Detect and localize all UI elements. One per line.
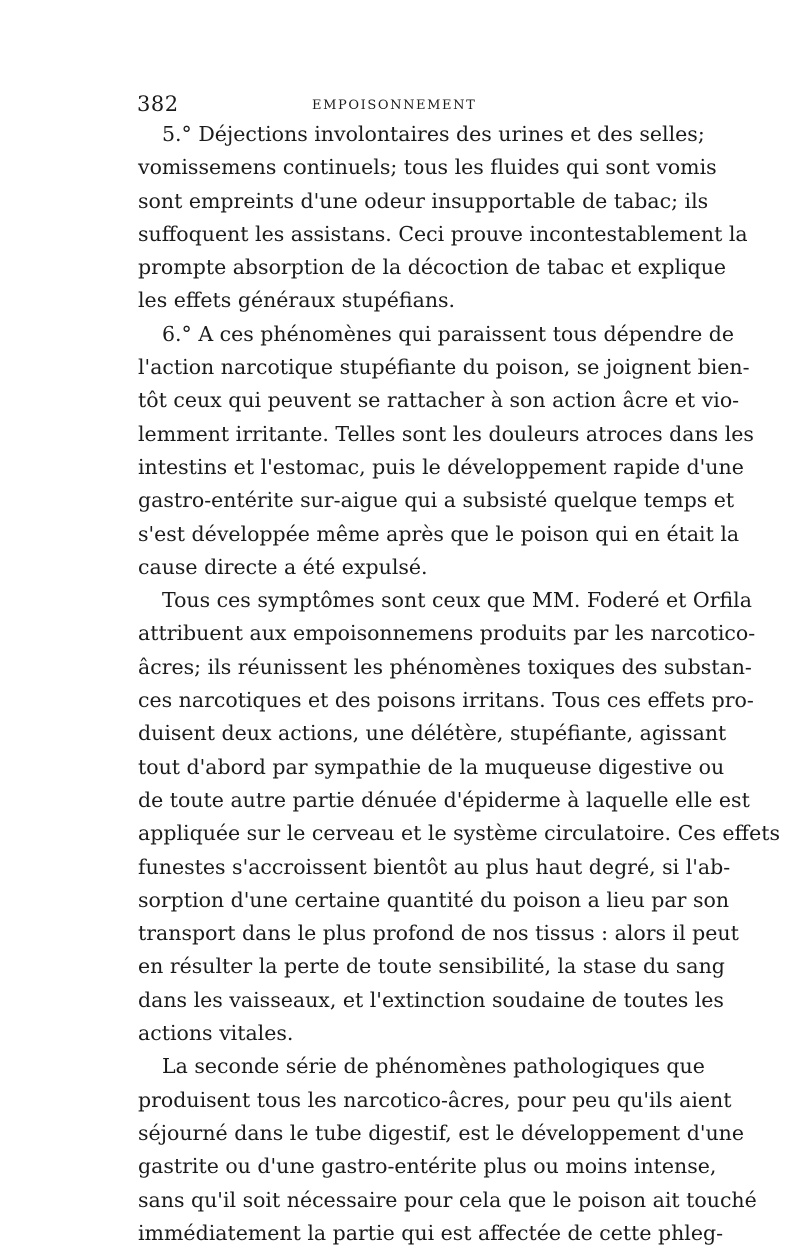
text-line: actions vitales. — [138, 1021, 294, 1046]
text-line: attribuent aux empoisonnemens produits par les narcotico- — [138, 621, 756, 646]
text-line: vomissemens continuels; tous les fluides qui sont vomis — [138, 155, 717, 180]
text-line: les effets généraux stupéfians. — [138, 288, 456, 313]
text-line: appliquée sur le cerveau et le système circulatoire. Ces effets — [138, 821, 781, 846]
paragraph — [138, 584, 781, 1050]
running-title: EMPOISONNEMENT — [312, 98, 477, 113]
text-line: 5.° Déjections involontaires des urines et des selles; — [162, 122, 705, 146]
text-line: immédiatement la partie qui est affectée de cette phleg- — [138, 1220, 724, 1245]
text-line: transport dans le plus profond de nos tissus : alors il peut — [138, 921, 739, 946]
text-line: de toute autre partie dénuée d'épiderme à laquelle elle est — [138, 787, 750, 812]
text-line: gastrite ou d'une gastro-entérite plus ou moins intense, — [138, 1154, 717, 1179]
page-number: 382 — [137, 92, 179, 116]
text-line: 6.° A ces phénomènes qui paraissent tous dépendre de — [162, 321, 735, 346]
text-line: sont empreints d'une odeur insupportable de tabac; ils — [138, 188, 709, 213]
text-line: suffoquent les assistans. Ceci prouve incontestablement la — [138, 221, 748, 246]
text-line: l'action narcotique stupéfiante du poison, se joignent bien- — [138, 355, 750, 380]
text-line: s'est développée même après que le poison qui en était la — [138, 521, 740, 546]
text-line: gastro-entérite sur-aigue qui a subsisté quelque temps et — [138, 488, 735, 513]
paragraph — [138, 118, 748, 318]
text-line: duisent deux actions, une délétère, stupéfiante, agissant — [138, 721, 727, 746]
text-line: funestes s'accroissent bientôt au plus haut degré, si l'ab- — [138, 854, 731, 879]
text-line: cause directe a été expulsé. — [138, 554, 428, 579]
page-header — [137, 92, 667, 118]
text-line: tôt ceux qui peuvent se rattacher à son action âcre et vio- — [138, 388, 740, 413]
text-line: en résulter la perte de toute sensibilité, la stase du sang — [138, 954, 725, 979]
text-line: sans qu'il soit nécessaire pour cela que le poison ait touché — [138, 1187, 757, 1212]
text-line: intestins et l'estomac, puis le développement rapide d'une — [138, 454, 744, 479]
text-line: sorption d'une certaine quantité du poison a lieu par son — [138, 887, 730, 912]
text-line: dans les vaisseaux, et l'extinction soudaine de toutes les — [138, 987, 724, 1012]
text-line: prompte absorption de la décoction de tabac et explique — [138, 255, 727, 280]
text-line: produisent tous les narcotico-âcres, pour peu qu'ils aient — [138, 1087, 732, 1112]
text-line: La seconde série de phénomènes pathologiques que — [162, 1054, 705, 1079]
text-line: âcres; ils réunissent les phénomènes toxiques des substan- — [138, 654, 752, 679]
text-line: séjourné dans le tube digestif, est le développement d'une — [138, 1120, 745, 1145]
paragraph — [138, 318, 754, 584]
text-line: Tous ces symptômes sont ceux que MM. Foderé et Orfila — [162, 588, 752, 613]
text-line: ces narcotiques et des poisons irritans. Tous ces effets pro- — [138, 688, 754, 713]
body-text — [138, 118, 781, 1250]
text-line: tout d'abord par sympathie de la muqueuse digestive ou — [138, 754, 725, 779]
paragraph — [138, 1050, 757, 1250]
text-line: lemment irritante. Telles sont les douleurs atroces dans les — [138, 421, 754, 446]
